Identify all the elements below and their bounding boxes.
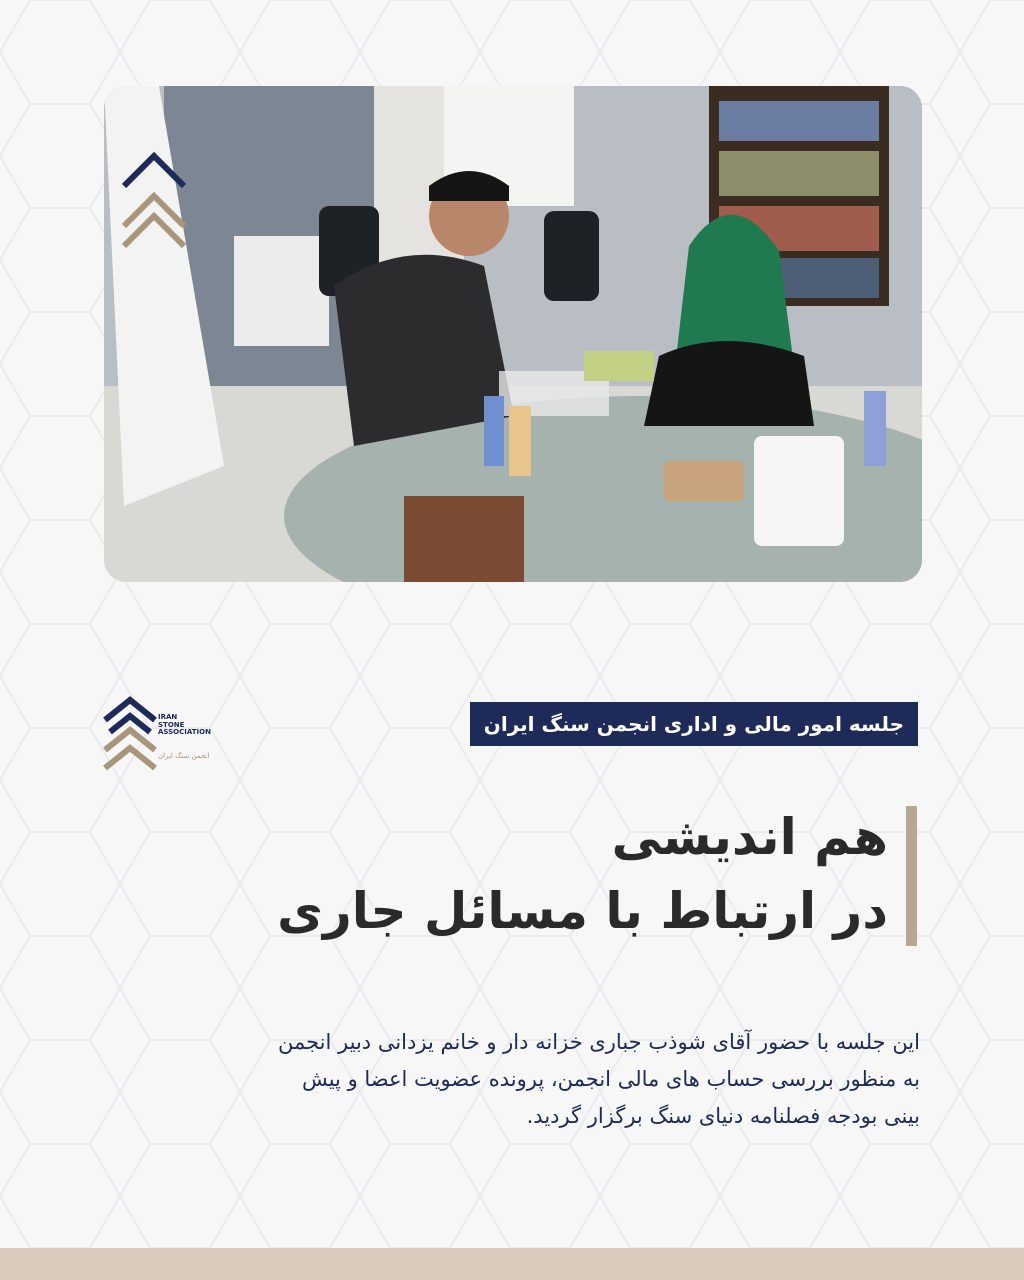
headline-line-2: در ارتباط با مسائل جاری [277, 882, 888, 940]
logo-line-3: ASSOCIATION [158, 728, 211, 736]
headline-line-1: هم اندیشی [611, 808, 888, 866]
logo-wordmark [158, 714, 211, 737]
headline-accent-bar [906, 806, 917, 946]
logo-line-2: STONE [158, 720, 185, 729]
body-paragraph [100, 1024, 920, 1135]
headline [277, 800, 888, 948]
body-line-2: به منظور بررسی حساب های مالی انجمن، پرونده عضویت اعضا و پیش [301, 1067, 920, 1091]
footer-band [0, 1248, 1024, 1280]
logo-persian-text: انجمن سنگ ایران [158, 752, 210, 760]
body-line-3: بینی بودجه فصلنامه دنیای سنگ برگزار گردید. [526, 1104, 920, 1128]
meeting-photo [104, 86, 922, 582]
logo-line-1: IRAN [158, 713, 178, 721]
body-line-1: این جلسه با حضور آقای شوذب جباری خزانه دار و خانم یزدانی دبیر انجمن [278, 1030, 920, 1054]
subtitle-badge: جلسه امور مالی و اداری انجمن سنگ ایران [470, 702, 918, 746]
